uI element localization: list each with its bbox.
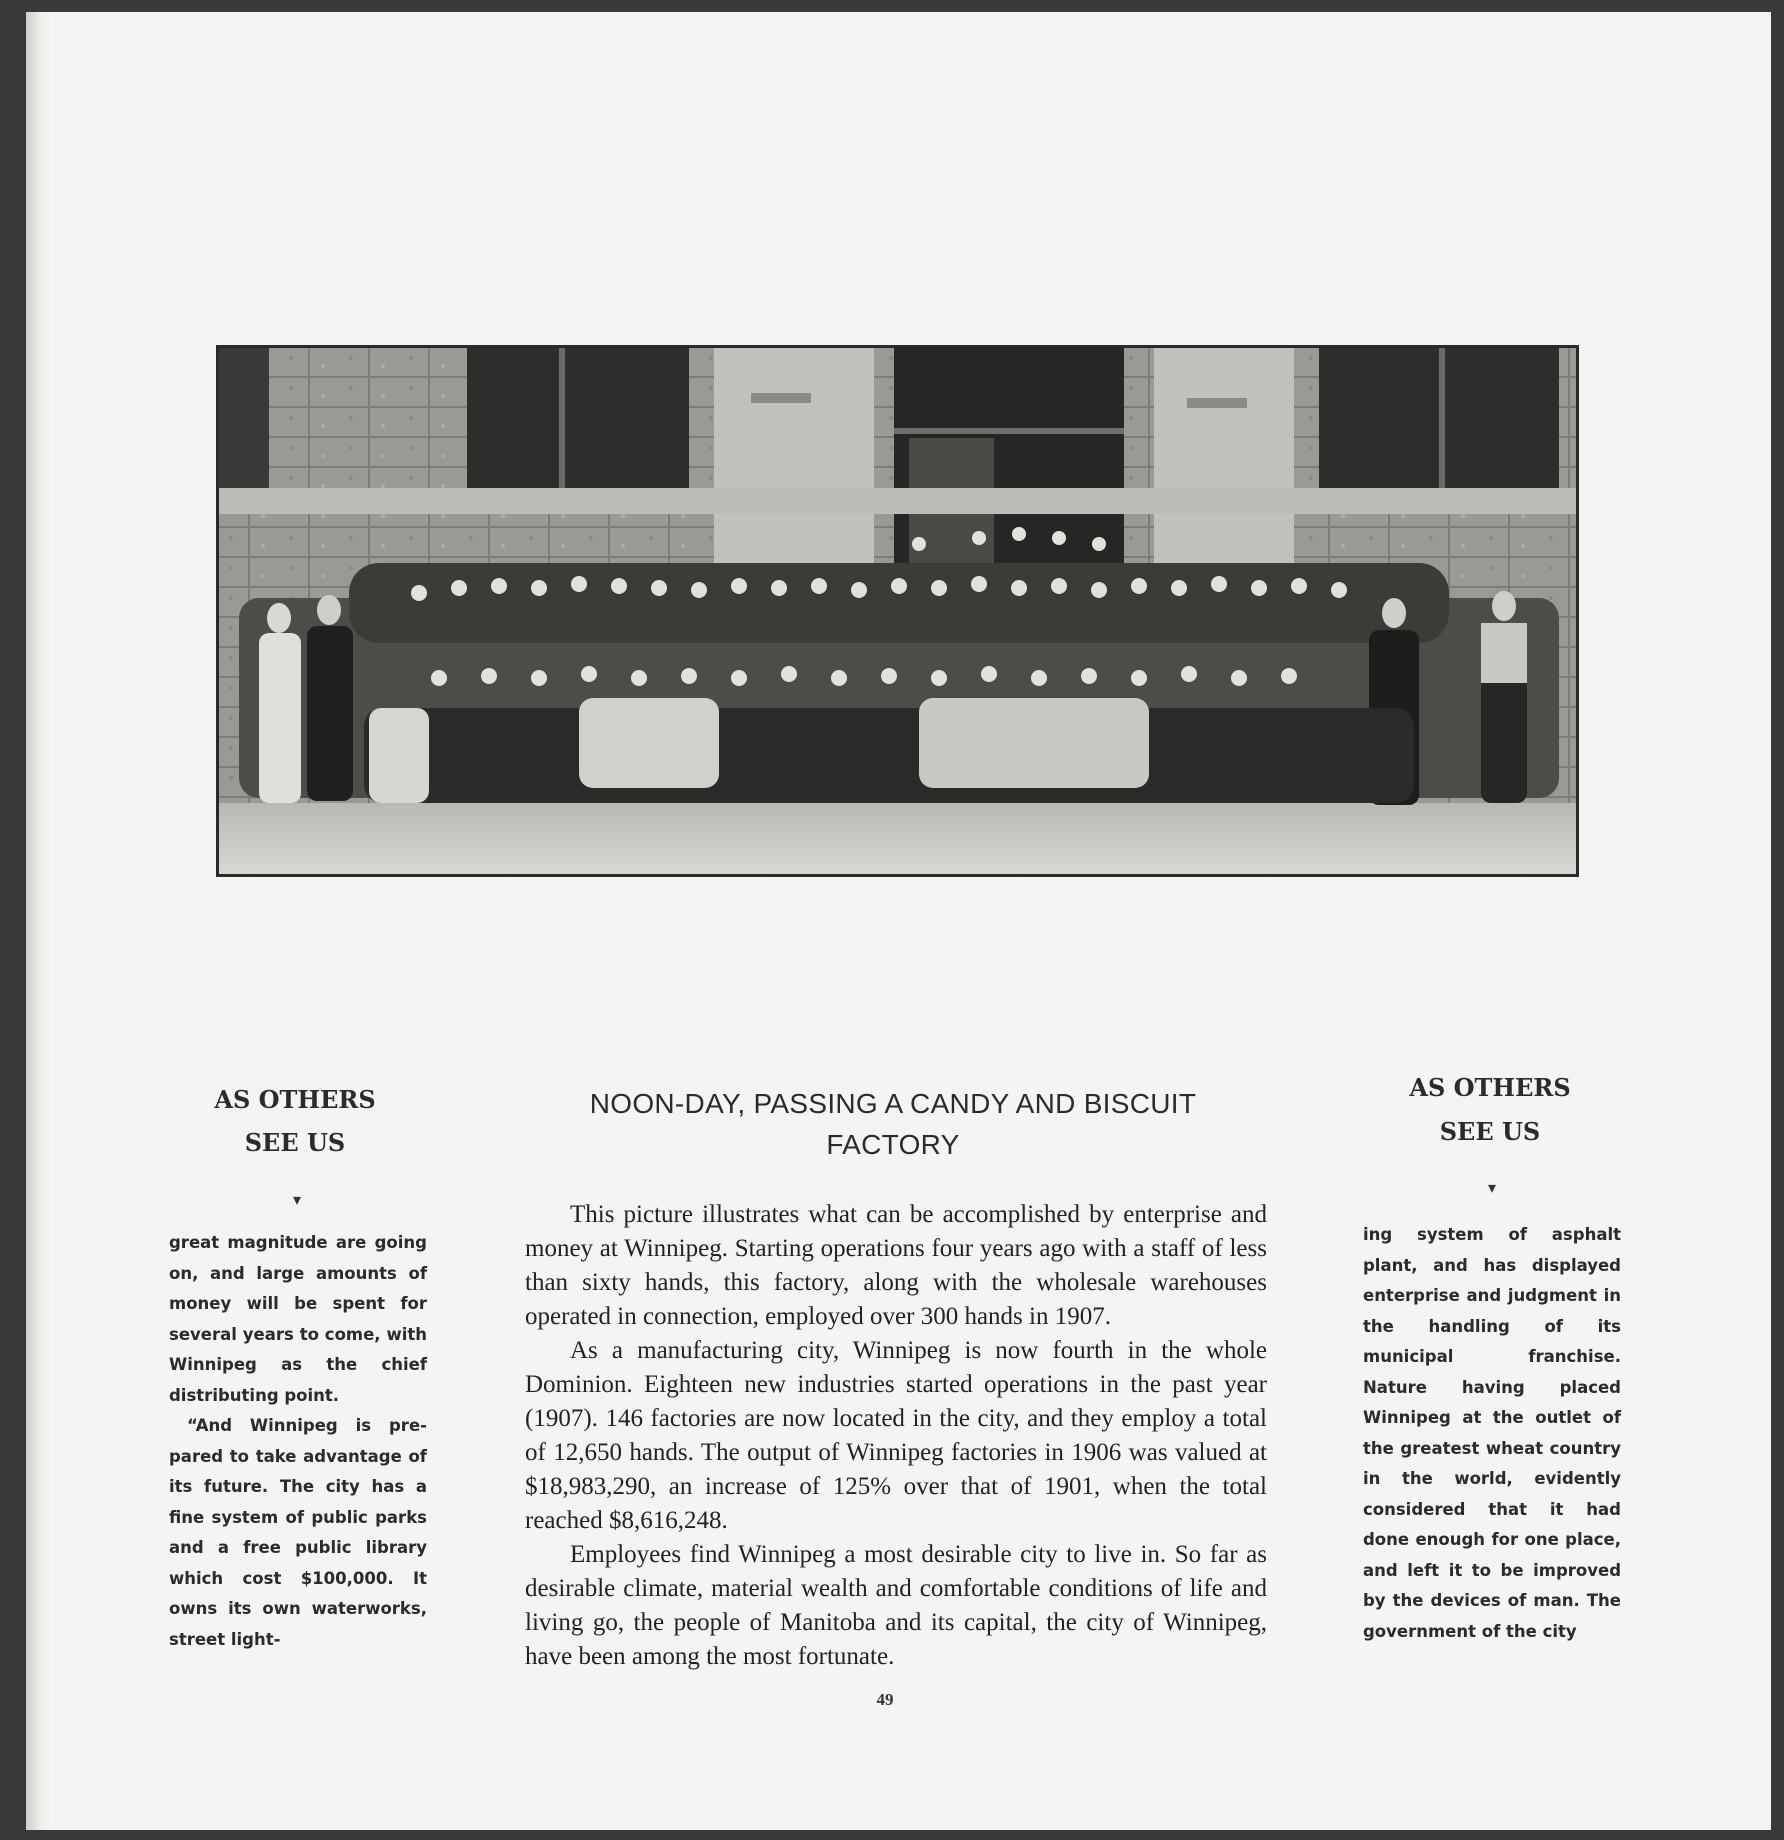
article-title: NOON-DAY, PASSING A CANDY AND BISCUIT FACTORY [589, 1088, 1197, 1160]
article-body [525, 1198, 1267, 1674]
left-sidebar-title-line1: AS OTHERS [214, 1085, 376, 1114]
left-sidebar-paragraph-2: “And Winnipeg is prepared to take advantage of its future. The city has a fine system of public parks and a free public library which cost $100,000. It owns its own waterworks, street light- [169, 1416, 427, 1649]
article-paragraph-1: This picture illustrates what can be accomplished by enterprise and money at Winnipeg. Starting operations four years ago with a staff of less than sixty hands, this factory, along with the wholesale warehouses operated in connection, employed over 300 hands in 1907. [525, 1201, 1267, 1330]
left-sidebar-title-line2: SEE US [244, 1128, 346, 1157]
left-bullet-icon: ▾ [292, 1192, 302, 1209]
factory-group-photo [216, 345, 1579, 877]
right-sidebar-title-line1: AS OTHERS [1409, 1073, 1571, 1102]
right-sidebar-title-line2: SEE US [1439, 1117, 1541, 1146]
right-sidebar-text [1363, 1220, 1621, 1647]
right-sidebar-paragraph-1: ing system of asphalt plant, and has displayed enterprise and judgment in the handling of its municipal franchise. Nature having placed Winnipeg at the outlet of the greatest wheat country in the world, evidently considered that it had done enough for one place, and left it to be improved by the devices of man. The government of the city [1363, 1225, 1621, 1641]
page-number: 49 [876, 1690, 894, 1709]
article-paragraph-3: Employees find Winnipeg a most desirable city to live in. So far as desirable climate, material wealth and comfortable conditions of life and living go, the people of Manitoba and its capital, the city of Winnipeg, have been among the most fortunate. [525, 1541, 1267, 1670]
photo-illustration [219, 348, 1576, 874]
left-sidebar-paragraph-1: great magnitude are going on, and large amounts of money will be spent for several years to come, with Winnipeg as the chief distributing point. [169, 1233, 427, 1405]
article-paragraph-2: As a manufacturing city, Winnipeg is now fourth in the whole Dominion. Eighteen new industries started operations in the past year (1907). 146 factories are now located in the city, and they employ a total of 12,650 hands. The output of Winnipeg factories in 1906 was valued at $18,983,290, an increase of 125% over that of 1901, when the total reached $8,616,248. [525, 1337, 1267, 1534]
book-gutter [26, 12, 52, 1830]
right-bullet-icon: ▾ [1487, 1180, 1497, 1197]
left-sidebar-text [169, 1228, 427, 1655]
